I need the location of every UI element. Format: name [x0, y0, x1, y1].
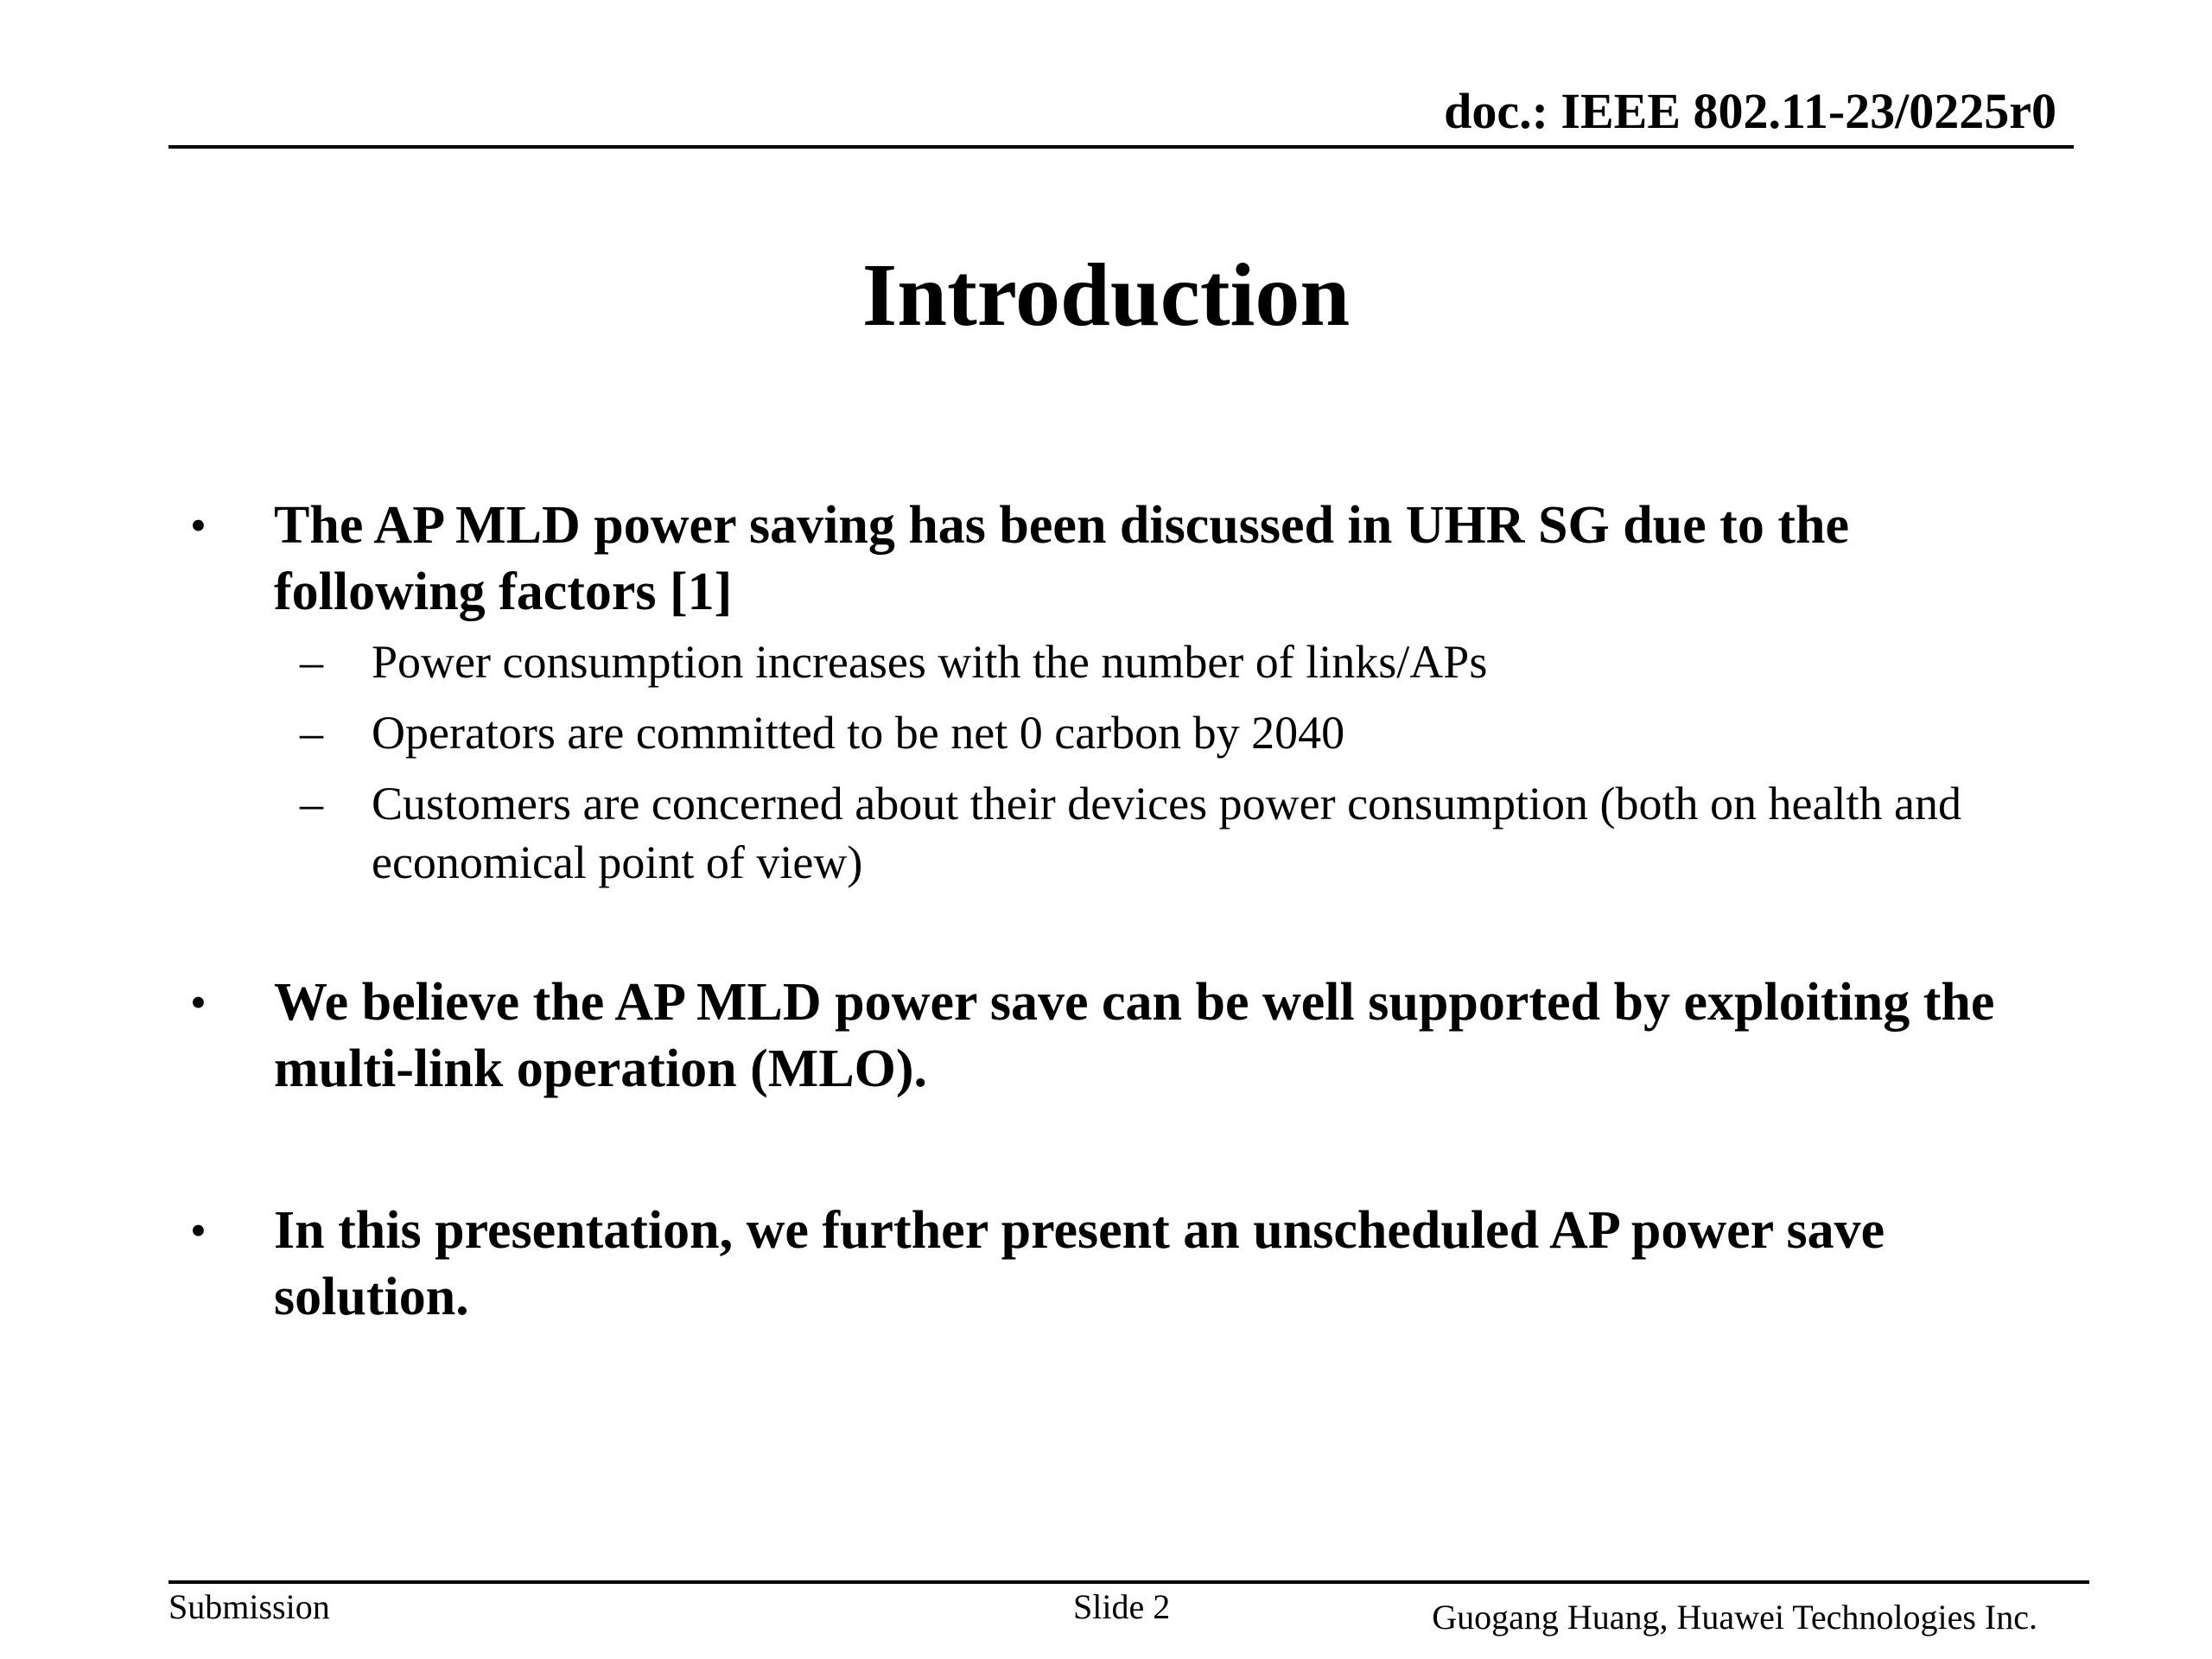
- slide-title: Introduction: [861, 245, 1351, 345]
- bullet-marker: •: [190, 1205, 207, 1256]
- sub-item-text: Customers are concerned about their devices power consumption (both on health and economical point of view): [372, 778, 1961, 888]
- bullet-marker: •: [190, 499, 207, 551]
- sub-item-text: Power consumption increases with the number of links/APs: [372, 636, 1488, 688]
- sub-item: [181, 774, 2039, 892]
- sub-item: [181, 632, 2039, 691]
- bullet-item: [181, 493, 2039, 626]
- bullet-item: [181, 969, 2039, 1103]
- sub-list: [181, 632, 2039, 892]
- sub-item-text: Operators are committed to be net 0 carbon by 2040: [372, 707, 1345, 759]
- header-divider: [168, 145, 2074, 149]
- sub-marker: –: [300, 707, 323, 759]
- footer-divider: [168, 1580, 2089, 1584]
- footer-submission: Submission: [168, 1587, 330, 1626]
- bullet-item: [181, 1198, 2039, 1331]
- document-id: doc.: IEEE 802.11-23/0225r0: [1444, 83, 2056, 139]
- sub-item: [181, 703, 2039, 762]
- slide-content: [181, 493, 2039, 1331]
- sub-marker: –: [300, 636, 323, 688]
- bullet-text: In this presentation, we further present an unscheduled AP power save solution.: [274, 1201, 1885, 1326]
- footer-author: Guogang Huang, Huawei Technologies Inc.: [1432, 1598, 2037, 1637]
- bullet-marker: •: [190, 976, 207, 1028]
- bullet-text: We believe the AP MLD power save can be well supported by exploiting the multi-link operation (MLO).: [274, 973, 1995, 1098]
- slide-number: Slide 2: [1073, 1587, 1171, 1626]
- bullet-text: The AP MLD power saving has been discussed in UHR SG due to the following factors [1]: [274, 496, 1849, 621]
- sub-marker: –: [300, 778, 323, 830]
